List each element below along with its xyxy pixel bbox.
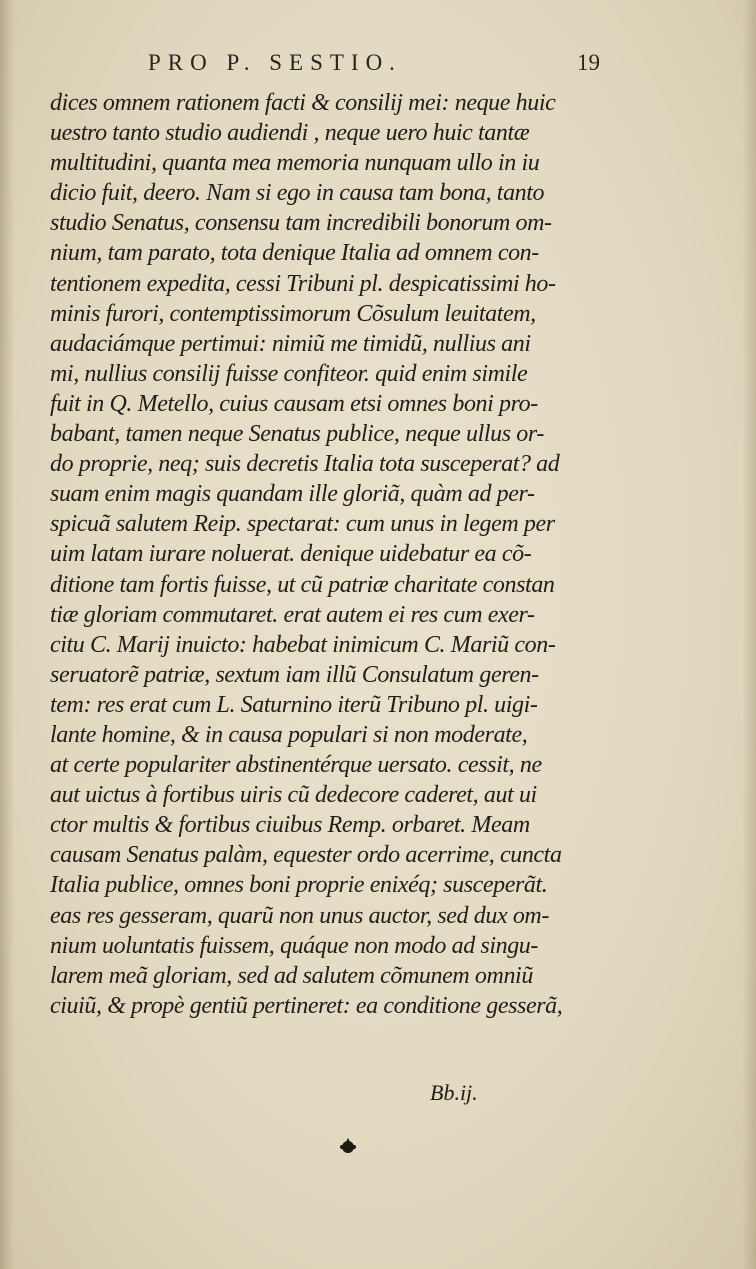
text-line: do proprie, neq; suis decretis Italia tota susceperat? ad xyxy=(50,451,560,478)
text-line: dices omnem rationem facti & consilij mei: neque huic xyxy=(50,90,556,116)
text-line: seruatorẽ patriæ, sextum iam illũ Consulatum geren- xyxy=(50,661,539,688)
text-line: Italia publice, omnes boni proprie enixéq; susceperãt. xyxy=(50,872,548,899)
text-line: lante homine, & in causa populari si non moderate, xyxy=(50,721,528,748)
text-line: audaciámque pertimui: nimiũ me timidũ, nullius ani xyxy=(50,330,531,357)
text-line: mi, nullius consilij fuisse confiteor. quid enim simile xyxy=(50,360,528,387)
page-right-edge-shadow xyxy=(742,0,756,1269)
text-line: ditione tam fortis fuisse, ut cũ patriæ charitate constan xyxy=(50,571,555,598)
text-line: spicuã salutem Reip. spectarat: cum unus in legem per xyxy=(50,511,555,538)
text-line: uestro tanto studio audiendi , neque uero huic tantæ xyxy=(50,120,530,147)
text-line: fuit in Q. Metello, cuius causam etsi omnes boni pro- xyxy=(50,390,538,417)
text-line: tentionem expedita, cessi Tribuni pl. despicatissimi ho- xyxy=(50,270,556,297)
text-line: nium, tam parato, tota denique Italia ad omnem con- xyxy=(50,240,539,267)
body-text xyxy=(50,88,580,1021)
text-line: tem: res erat cum L. Saturnino iterũ Tribuno pl. uigi- xyxy=(50,691,538,718)
text-line: babant, tamen neque Senatus publice, neque ullus or- xyxy=(50,421,544,448)
printers-ornament-icon xyxy=(338,1136,358,1156)
text-line: ctor multis & fortibus ciuibus Remp. orbaret. Meam xyxy=(50,812,530,839)
text-line: eas res gesseram, quarũ non unus auctor, sed dux om- xyxy=(50,902,549,929)
text-line: citu C. Marij inuicto: habebat inimicum C. Mariũ con- xyxy=(50,631,556,658)
page-header xyxy=(140,50,600,84)
text-line: suam enim magis quandam ille gloriã, quàm ad per- xyxy=(50,481,535,508)
text-line: ciuiũ, & propè gentiũ pertineret: ea conditione gesserã, xyxy=(50,992,563,1019)
text-line: multitudini, quanta mea memoria nunquam ullo in iu xyxy=(50,150,540,177)
running-head: PRO P. SESTIO. xyxy=(148,50,402,75)
signature-mark: Bb.ij. xyxy=(430,1080,478,1105)
text-line: uim latam iurare noluerat. denique uidebatur ea cõ- xyxy=(50,541,532,568)
text-line: nium uoluntatis fuissem, quáque non modo ad singu- xyxy=(50,932,538,959)
text-line: studio Senatus, consensu tam incredibili bonorum om- xyxy=(50,210,552,237)
text-line: tiæ gloriam commutaret. erat autem ei res cum exer- xyxy=(50,601,535,628)
text-line: minis furori, contemptissimorum Cõsulum leuitatem, xyxy=(50,300,536,327)
text-line: causam Senatus palàm, equester ordo acerrime, cuncta xyxy=(50,842,562,869)
text-line: at certe populariter abstinentérque uersato. cessit, ne xyxy=(50,752,542,779)
text-line: aut uictus à fortibus uiris cũ dedecore caderet, aut ui xyxy=(50,782,537,809)
page-left-edge-shadow xyxy=(0,0,14,1269)
text-line: dicio fuit, deero. Nam si ego in causa tam bona, tanto xyxy=(50,180,545,207)
page-number: 19 xyxy=(577,50,600,75)
text-line: larem meã gloriam, sed ad salutem cõmunem omniũ xyxy=(50,962,533,989)
